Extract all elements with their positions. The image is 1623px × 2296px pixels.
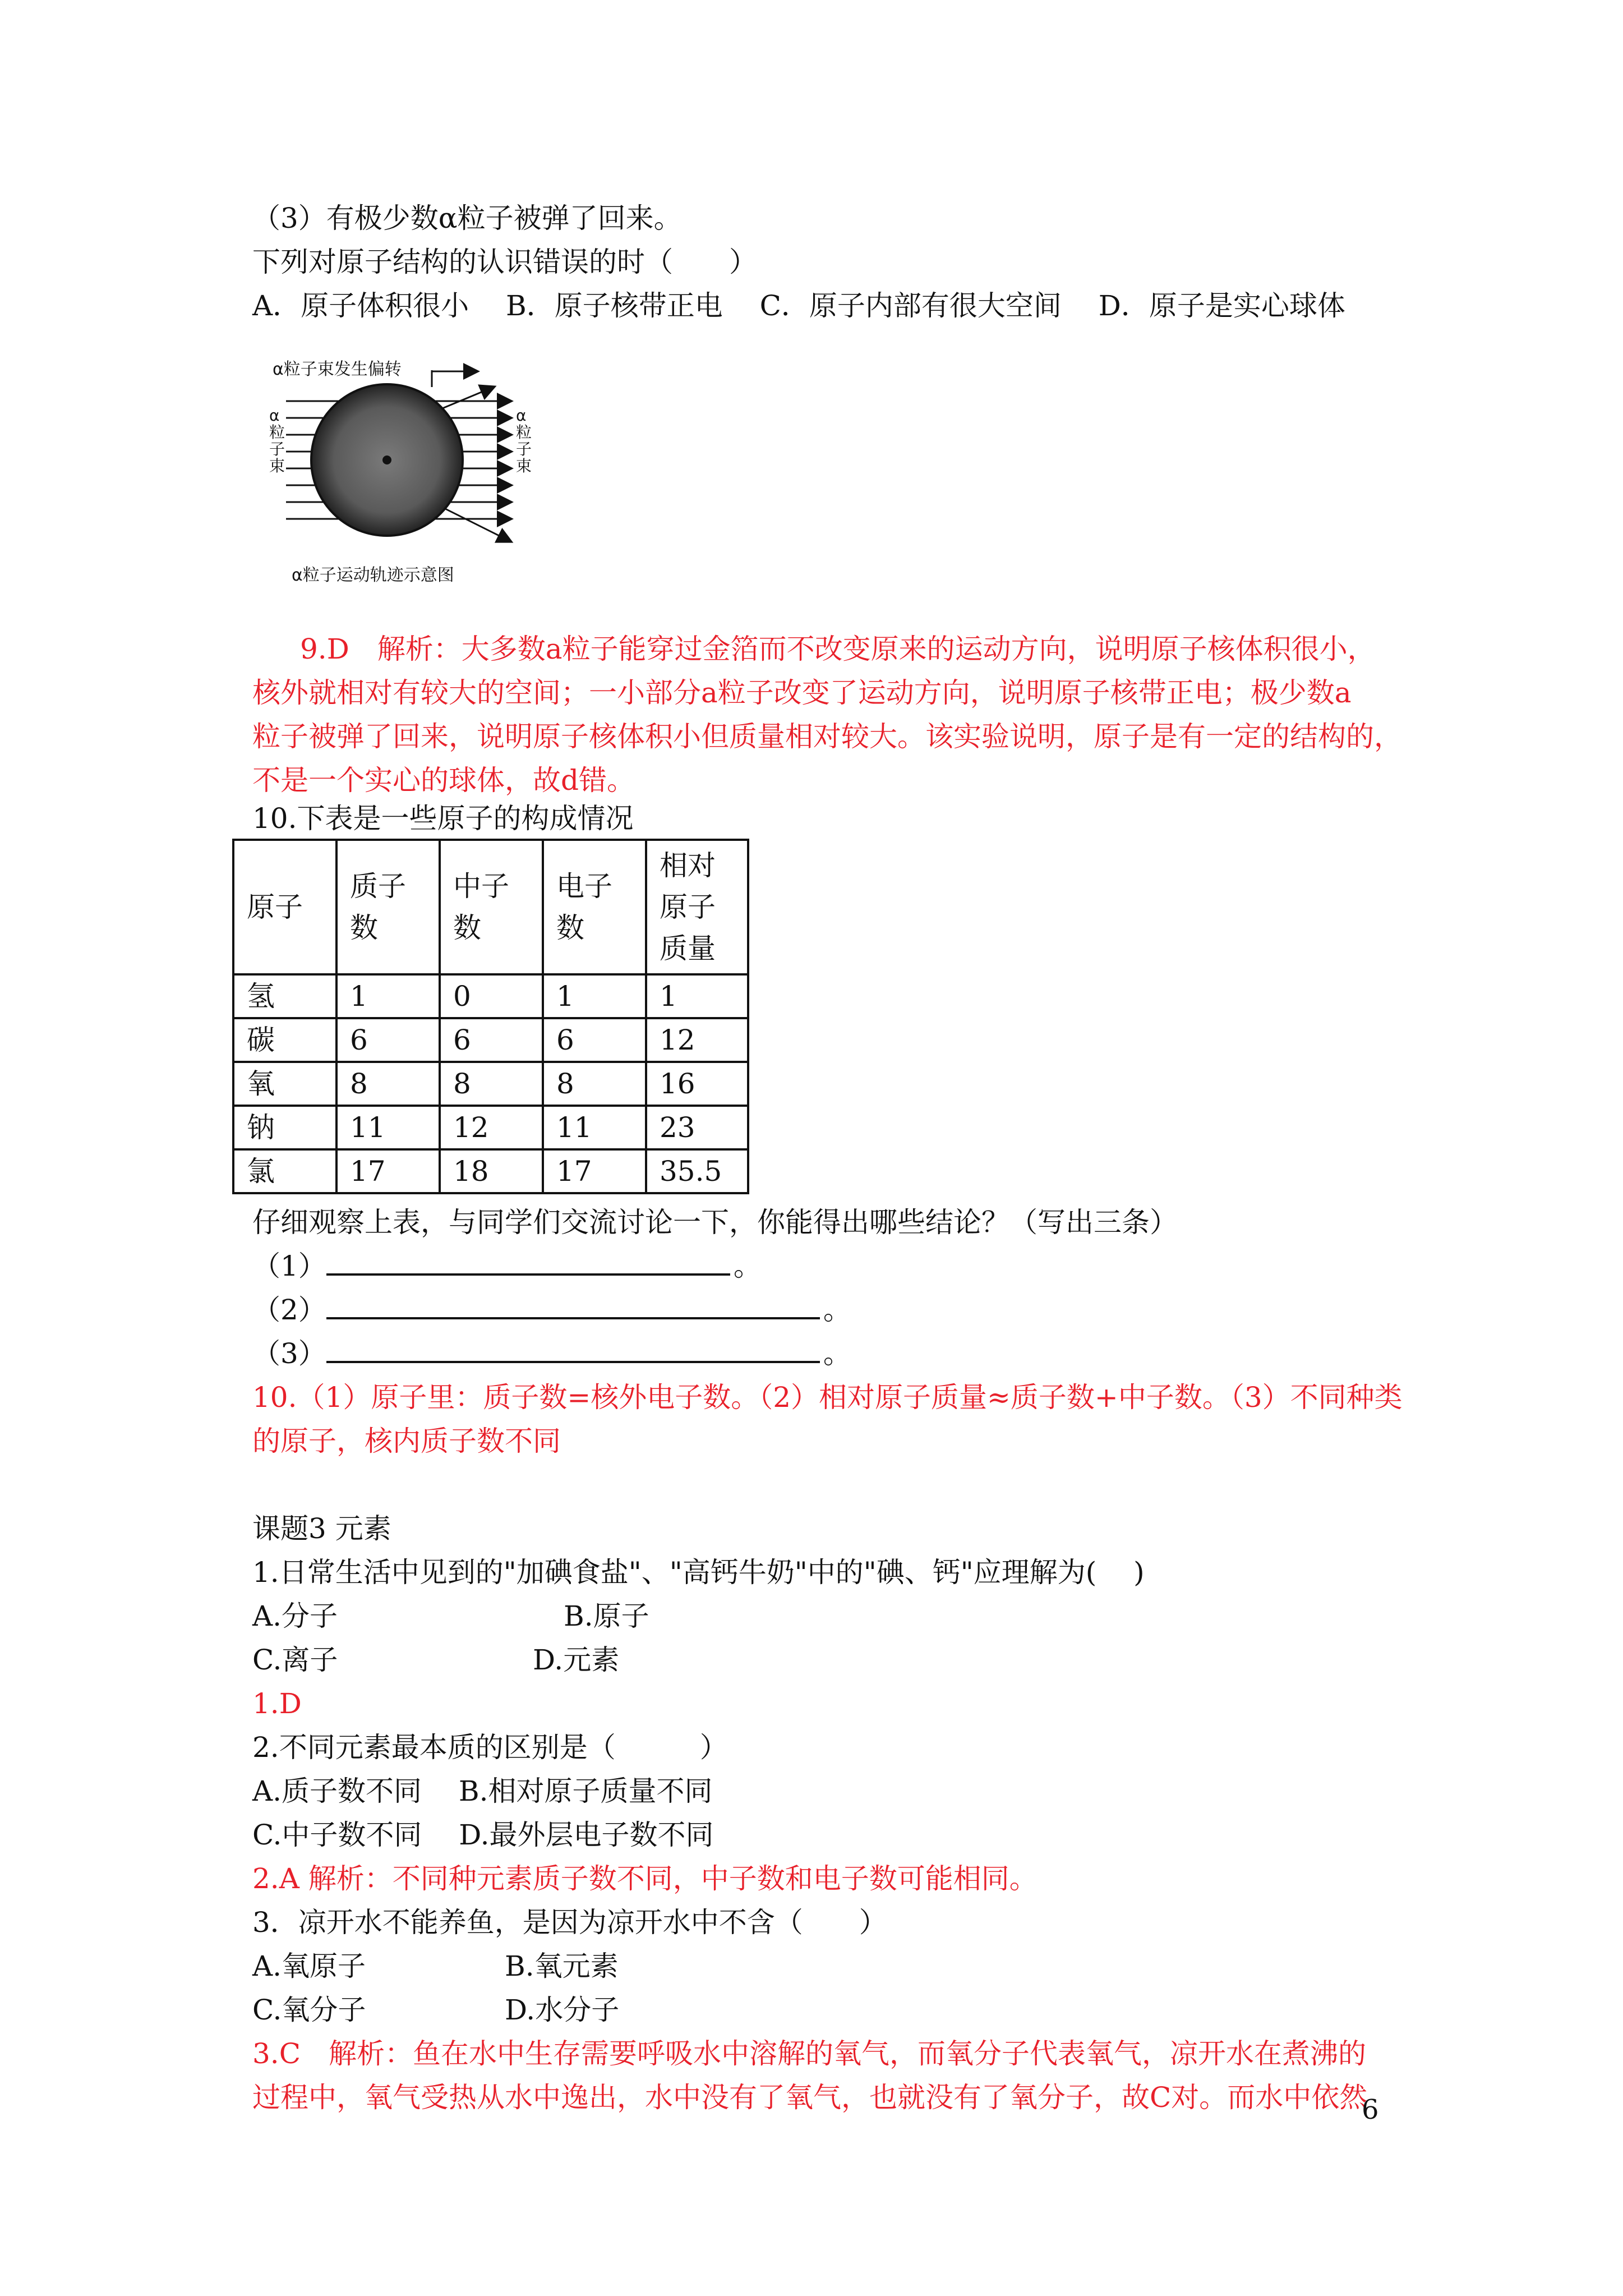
options: A.质子数不同 B.相对原子质量不同: [252, 1775, 713, 1807]
table-header-cell: 相对 原子 质量: [646, 840, 748, 974]
table-row: [233, 974, 748, 1018]
table-cell: 23: [646, 1106, 748, 1149]
table-cell: 17: [543, 1149, 646, 1193]
table-cell: 12: [646, 1018, 748, 1062]
answer-blank-row: [252, 1244, 762, 1288]
figure-top-label: α粒子束发生偏转: [273, 360, 402, 379]
section-title: 课题3 元素: [252, 1512, 391, 1545]
table-cell: 6: [543, 1018, 646, 1062]
answer-3-text: 过程中，氧气受热从水中逸出，水中没有了氧气，也就没有了氧分子，故C对。而水中依然: [252, 2081, 1368, 2114]
table-row: [233, 1018, 748, 1062]
atomic-nucleus: [382, 455, 391, 464]
question-10-prompt: 仔细观察上表，与同学们交流讨论一下，你能得出哪些结论？（写出三条）: [252, 1206, 1178, 1239]
table-cell: 16: [646, 1062, 748, 1106]
option: C.氧分子: [252, 1994, 366, 2026]
table-cell: 17: [336, 1149, 440, 1193]
table-cell: 35.5: [646, 1149, 748, 1193]
blank-period: 。: [823, 1294, 851, 1326]
table-header-cell: 原子: [233, 840, 336, 974]
table-cell: 1: [543, 974, 646, 1018]
table-row: [233, 1062, 748, 1106]
figure-caption: α粒子运动轨迹示意图: [292, 565, 454, 585]
question-options: A．原子体积很小 B．原子核带正电 C．原子内部有很大空间 D．原子是实心球体: [252, 289, 1345, 322]
answer-9-text: 不是一个实心的球体，故d错。: [252, 764, 635, 797]
option: A.分子: [252, 1600, 338, 1632]
option: B.氧元素: [505, 1950, 619, 1982]
blank-number: （3）: [252, 1337, 326, 1370]
table-cell: 8: [440, 1062, 543, 1106]
answer-9-text: 粒子被弹了回来，说明原子核体积小但质量相对较大。该实验说明，原子是有一定的结构的，: [252, 720, 1402, 753]
blank-period: 。: [733, 1250, 762, 1282]
table-header-cell: 中子 数: [440, 840, 543, 974]
table-row: [233, 1106, 748, 1149]
answer-10-text: 的原子，核内质子数不同: [252, 1425, 561, 1457]
figure-right-label: [516, 406, 532, 475]
answer-10-text: 10.（1）原子里：质子数=核外电子数。（2）相对原子质量≈质子数+中子数。（3）不同种类: [252, 1381, 1403, 1414]
table-cell: 11: [336, 1106, 440, 1149]
table-cell: 氧: [233, 1062, 336, 1106]
table-cell: 6: [336, 1018, 440, 1062]
table-cell: 氯: [233, 1149, 336, 1193]
figure-left-label: [269, 406, 285, 475]
page-number: 6: [1362, 2094, 1379, 2125]
option: D.元素: [533, 1644, 620, 1676]
svg-text:粒: 粒: [516, 423, 532, 441]
answer-blank-row: [252, 1288, 851, 1332]
answer-blank-row: [252, 1332, 851, 1375]
alpha-scattering-figure: [264, 353, 533, 589]
option: D.水分子: [505, 1994, 620, 2026]
blank-number: （1）: [252, 1250, 326, 1282]
svg-text:α: α: [269, 406, 280, 425]
answer-blank[interactable]: [326, 1336, 820, 1363]
svg-text:粒: 粒: [269, 423, 285, 441]
table-cell: 8: [543, 1062, 646, 1106]
question-10-title: 10.下表是一些原子的构成情况: [252, 802, 634, 835]
table-cell: 11: [543, 1106, 646, 1149]
table-cell: 0: [440, 974, 543, 1018]
table-header-cell: 电子 数: [543, 840, 646, 974]
table-row: [233, 1149, 748, 1193]
svg-text:α: α: [516, 406, 527, 425]
table-cell: 18: [440, 1149, 543, 1193]
question-text: （3）有极少数α粒子被弹了回来。: [252, 202, 682, 234]
svg-text:束: 束: [269, 457, 285, 475]
blank-number: （2）: [252, 1294, 326, 1326]
options: C.中子数不同 D.最外层电子数不同: [252, 1819, 714, 1851]
table-cell: 8: [336, 1062, 440, 1106]
answer-2: 2.A 解析：不同种元素质子数不同，中子数和电子数可能相同。: [252, 1862, 1038, 1895]
table-cell: 1: [646, 974, 748, 1018]
svg-text:子: 子: [269, 440, 285, 458]
svg-text:子: 子: [516, 440, 532, 458]
question-2: 2.不同元素最本质的区别是（ ）: [252, 1731, 728, 1764]
option: A.氧原子: [252, 1950, 366, 1982]
answer-9-text: 9.D 解析：大多数a粒子能穿过金箔而不改变原来的运动方向，说明原子核体积很小，: [300, 633, 1376, 665]
table-cell: 钠: [233, 1106, 336, 1149]
option: B.原子: [564, 1600, 649, 1632]
answer-blank[interactable]: [326, 1292, 820, 1319]
table-cell: 1: [336, 974, 440, 1018]
table-cell: 氢: [233, 974, 336, 1018]
question-1: 1.日常生活中见到的"加碘食盐"、"高钙牛奶"中的"碘、钙"应理解为( ): [252, 1556, 1145, 1589]
question-stem: 下列对原子结构的认识错误的时（ ）: [252, 246, 757, 278]
table-header-cell: 质子 数: [336, 840, 440, 974]
blank-period: 。: [823, 1337, 851, 1370]
answer-3-text: 3.C 解析：鱼在水中生存需要呼吸水中溶解的氧气，而氧分子代表氧气，凉开水在煮沸的: [252, 2037, 1366, 2070]
answer-9-text: 核外就相对有较大的空间；一小部分a粒子改变了运动方向，说明原子核带正电；极少数a: [252, 677, 1352, 709]
alpha-scattering-diagram: [264, 353, 533, 589]
table-cell: 碳: [233, 1018, 336, 1062]
table-cell: 6: [440, 1018, 543, 1062]
svg-text:束: 束: [516, 457, 532, 475]
option: C.离子: [252, 1644, 338, 1676]
atom-composition-table: [232, 839, 749, 1194]
answer-1: 1.D: [252, 1687, 302, 1720]
table-cell: 12: [440, 1106, 543, 1149]
answer-blank[interactable]: [326, 1249, 730, 1276]
table-header-row: [233, 840, 748, 974]
question-3: 3．凉开水不能养鱼，是因为凉开水中不含（ ）: [252, 1906, 887, 1939]
